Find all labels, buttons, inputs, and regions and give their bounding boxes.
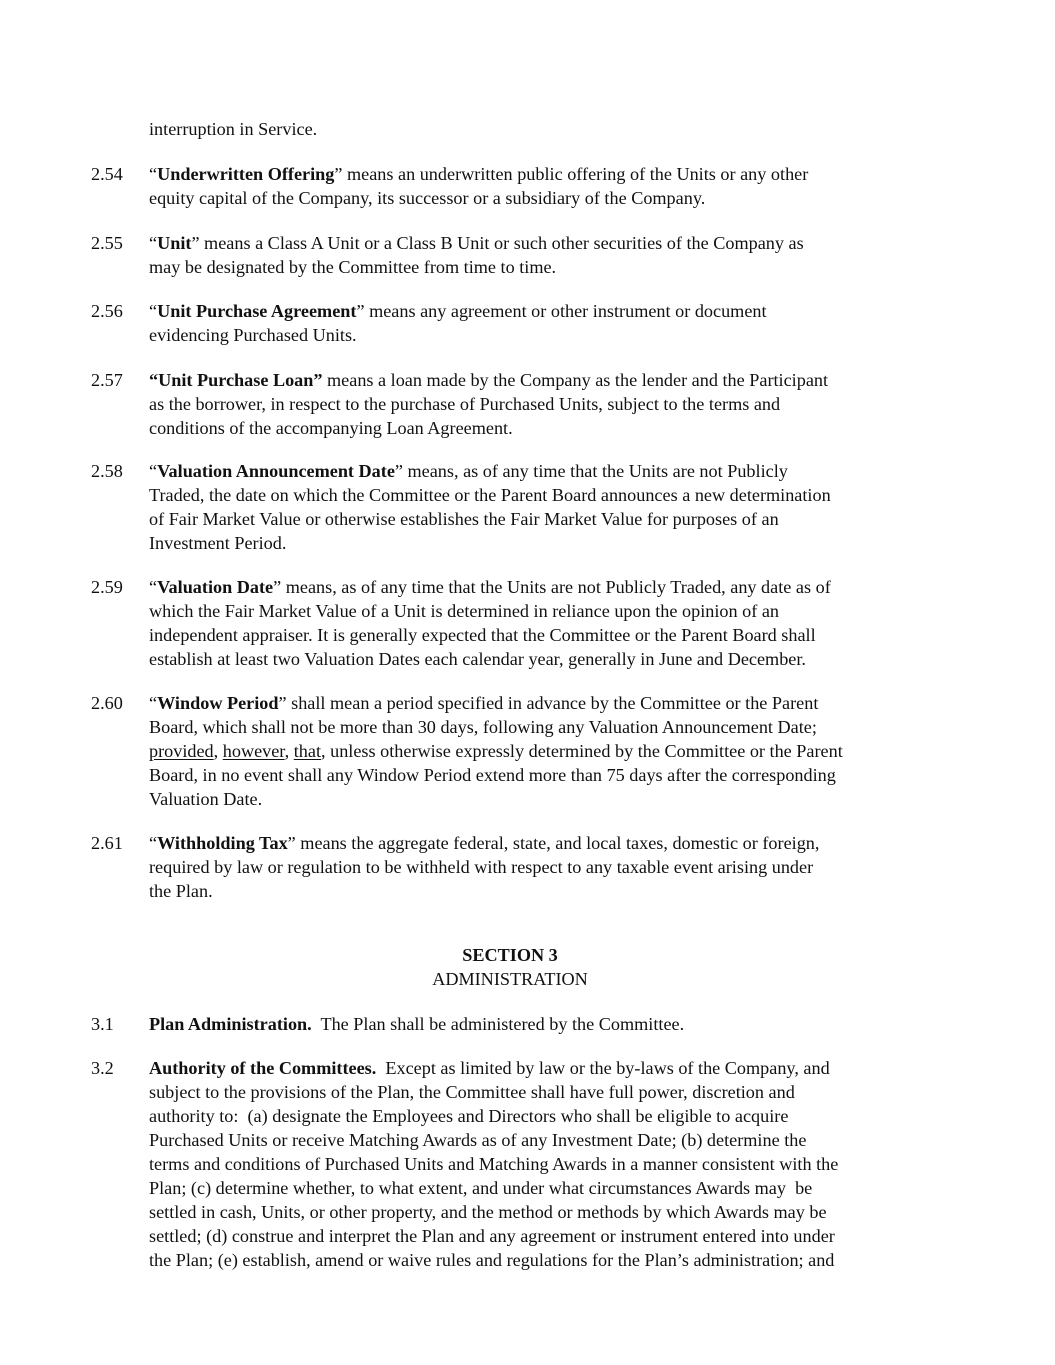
underlined-provided: provided	[149, 741, 214, 761]
definition-text: ” means any agreement or other instrument or document	[356, 301, 767, 321]
defined-term: Withholding Tax	[157, 833, 288, 853]
defined-term: Unit	[157, 233, 192, 253]
provision-text: Except as limited by law or the by-laws of the Company, and	[376, 1058, 830, 1078]
definition-text: unless otherwise expressly determined by the Committee or the Parent	[325, 741, 843, 761]
definition-line: Investment Period.	[149, 533, 287, 553]
definition-line: required by law or regulation to be withheld with respect to any taxable event arising under	[149, 857, 814, 877]
definition-number: 2.57	[91, 370, 123, 390]
defined-term: Valuation Announcement Date	[157, 461, 395, 481]
definition-line: of Fair Market Value or otherwise establishes the Fair Market Value for purposes of an	[149, 509, 779, 529]
defined-term: “Unit Purchase Loan”	[149, 370, 323, 390]
provision-line: Plan; (c) determine whether, to what extent, and under what circumstances Awards may be	[149, 1178, 813, 1198]
definition-number: 2.60	[91, 693, 123, 713]
definition-number: 2.54	[91, 164, 123, 184]
definition-text: ” shall mean a period specified in advance by the Committee or the Parent	[278, 693, 819, 713]
provision-heading: Authority of the Committees.	[149, 1058, 377, 1078]
definition-line: equity capital of the Company, its successor or a subsidiary of the Company.	[149, 188, 706, 208]
continuation-text: interruption in Service.	[149, 119, 318, 139]
definition-number: 2.59	[91, 577, 123, 597]
underlined-however: however	[222, 741, 285, 761]
definition-line: the Plan.	[149, 881, 213, 901]
definition-line: which the Fair Market Value of a Unit is determined in reliance upon the opinion of an	[149, 601, 779, 621]
definition-number: 2.58	[91, 461, 123, 481]
document-page: interruption in Service. 2.54 “Underwritten Offering” means an underwritten public offering of the Units or any other equity capital of the Company, its successor or a subsidiary of the Company. 2.55 “Unit” means a Class A Unit or a Class B Unit or such other securities of the Company as may be designated by the Committee from time to time. 2.56 “Unit Purchase Agreement” means any agreement or other instrument or document evidencing Purchased Units. 2.57 “Unit Purchase Loan” means a loan made by the Company as the lender and the Participant as the borrower, in respect to the purchase of Purchased Units, subject to the terms and conditions of the accompanying Loan Agreement. 2.58 “Valuation Announcement Date” means, as of any time that the Units are not Publicly Traded, the date on which the Committee or the Parent Board announces a new determination of Fair Market Value or otherwise establishes the Fair Market Value for purposes of an Investment Period. 2.59 “Valuation Date” means, as of any time that the Units are not Publicly Traded, any date as of which the Fair Market Value of a Unit is determined in reliance upon the opinion of an independent appraiser. It is generally expected that the Committee or the Parent Board shall establish at least two Valuation Dates each calendar year, generally in June and December. 2.60 “Window Period” shall mean a period specified in advance by the Committee or the Parent Board, which shall not be more than 30 days, following any Valuation Announcement Date; provided, however, that, unless otherwise expressly determined by the Committee or the Parent Board, in no event shall any Window Period extend more than 75 days after the corresponding Valuation Date. 2.61 “Withholding Tax” means the aggregate federal, state, and local taxes, domestic or foreign, required by law or regulation to be withheld with respect to any taxable event arising under the Plan. SECTION 3 ADMINISTRATION 3.1 Plan Administration. The Plan shall be administered by the Committee. 3.2 Authority of the Committees. Except as limited by law or the by-laws of the Company, and subject to the provisions of the Plan, the Committee shall have full power, discretion and authority to: (a) designate the Employees and Directors who shall be eligible to acquire Purchased Units or receive Matching Awards as of any Investment Date; (b) determine the terms and conditions of Purchased Units and Matching Awards in a manner consistent with the Plan; (c) determine whether, to what extent, and under what circumstances Awards may be settled in cash, Units, or other property, and the method or methods by which Awards may be settled; (d) construe and interpret the Plan and any agreement or instrument entered into under the Plan; (e) establish, amend or waive rules and regulations for the Plan’s administration; and	[0, 0, 1055, 1365]
definition-line: Board, which shall not be more than 30 days, following any Valuation Announcement Date;	[149, 717, 817, 737]
definition-line: Valuation Date.	[149, 789, 263, 809]
definition-line: evidencing Purchased Units.	[149, 325, 357, 345]
definition-text: means a loan made by the Company as the lender and the Participant	[322, 370, 829, 390]
definition-line: Board, in no event shall any Window Period extend more than 75 days after the corresponding	[149, 765, 836, 785]
defined-term: Unit Purchase Agreement	[157, 301, 357, 321]
section-subtitle: ADMINISTRATION	[432, 969, 588, 989]
provision-line: Purchased Units or receive Matching Awards as of any Investment Date; (b) determine the	[149, 1130, 807, 1150]
provision-heading: Plan Administration.	[149, 1014, 312, 1034]
provision-line: settled in cash, Units, or other property, and the method or methods by which Awards may be	[149, 1202, 827, 1222]
provision-line: the Plan; (e) establish, amend or waive rules and regulations for the Plan’s administration; and	[149, 1250, 835, 1270]
provision-line: terms and conditions of Purchased Units and Matching Awards in a manner consistent with the	[149, 1154, 839, 1174]
provision-line: settled; (d) construe and interpret the Plan and any agreement or instrument entered into under	[149, 1226, 835, 1246]
definition-text: ” means the aggregate federal, state, and local taxes, domestic or foreign,	[287, 833, 820, 853]
definition-text: ” means, as of any time that the Units are not Publicly Traded, any date as of	[273, 577, 831, 597]
underlined-that: that	[293, 741, 322, 761]
definition-line: may be designated by the Committee from time to time.	[149, 257, 557, 277]
definition-text: ” means an underwritten public offering of the Units or any other	[334, 164, 809, 184]
defined-term: Window Period	[157, 693, 279, 713]
definition-line: Traded, the date on which the Committee or the Parent Board announces a new determination	[149, 485, 831, 505]
definition-text: ” means a Class A Unit or a Class B Unit or such other securities of the Company as	[191, 233, 804, 253]
definition-line: conditions of the accompanying Loan Agreement.	[149, 418, 513, 438]
provision-number: 3.2	[91, 1058, 114, 1078]
defined-term: Underwritten Offering	[157, 164, 335, 184]
definition-number: 2.56	[91, 301, 123, 321]
provision-line: authority to: (a) designate the Employees and Directors who shall be eligible to acquire	[149, 1106, 789, 1126]
definition-line: establish at least two Valuation Dates each calendar year, generally in June and December.	[149, 649, 806, 669]
defined-term: Valuation Date	[157, 577, 274, 597]
provision-text: The Plan shall be administered by the Committee.	[311, 1014, 685, 1034]
definition-line: as the borrower, in respect to the purchase of Purchased Units, subject to the terms and	[149, 394, 781, 414]
definition-number: 2.55	[91, 233, 123, 253]
definition-text: ” means, as of any time that the Units are not Publicly	[394, 461, 788, 481]
section-title: SECTION 3	[462, 945, 558, 965]
definition-number: 2.61	[91, 833, 123, 853]
provision-number: 3.1	[91, 1014, 114, 1034]
definition-line: independent appraiser. It is generally expected that the Committee or the Parent Board shall	[149, 625, 816, 645]
provision-line: subject to the provisions of the Plan, the Committee shall have full power, discretion and	[149, 1082, 795, 1102]
